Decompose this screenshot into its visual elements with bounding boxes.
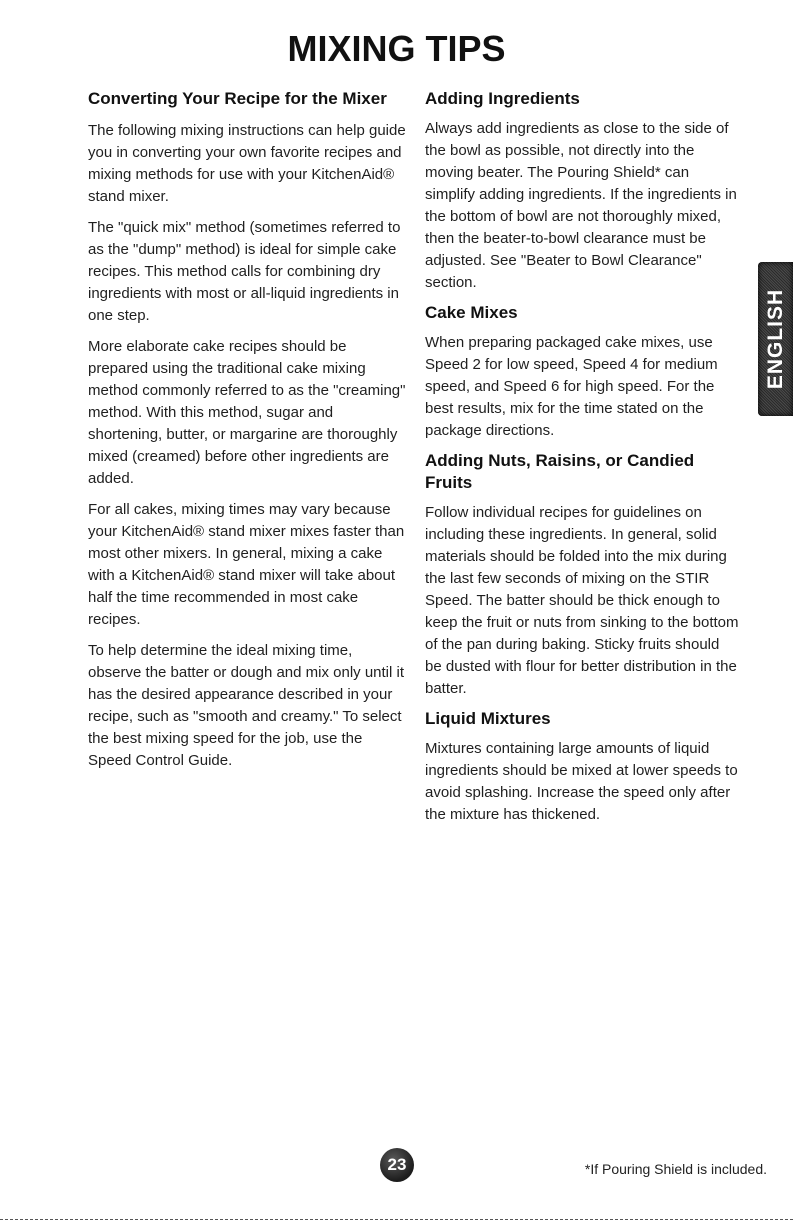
- paragraph: Mixtures containing large amounts of liquid ingredients should be mixed at lower speeds to avoid splashing. Increase the speed only after the mixture has thickened.: [425, 740, 738, 823]
- paragraph: Follow individual recipes for guidelines on including these ingredients. In general, solid materials should be folded into the mix during the last few seconds of mixing on the STIR Speed. The batter should be thick enough to keep the fruit or nuts from sinking to the bottom of the pan during baking. Sticky fruits should be dusted with flour for better distribution in the batter.: [425, 504, 739, 697]
- language-tab: [758, 262, 793, 416]
- paragraph: For all cakes, mixing times may vary because your KitchenAid® stand mixer mixes faster than most other mixers. In general, mixing a cake with a KitchenAid® stand mixer will take about half the time recommended in most cake recipes.: [88, 501, 405, 628]
- footnote: *If Pouring Shield is included.: [584, 1161, 767, 1177]
- right-column: [425, 88, 740, 834]
- paragraph: Always add ingredients as close to the side of the bowl as possible, not directly into the moving beater. The Pouring Shield* can simplify adding ingredients. If the ingredients in the bottom of bowl are not thoroughly mixed, then the beater-to-bowl clearance must be adjusted. See "Beater to Bowl Clearance" section.: [425, 120, 737, 291]
- language-tab-label: ENGLISH: [763, 288, 787, 390]
- paragraph: More elaborate cake recipes should be prepared using the traditional cake mixing method commonly referred to as the "creaming" method. With this method, sugar and shortening, butter, or margarine are thoroughly mixed (creamed) before other ingredients are added.: [88, 338, 406, 487]
- section-heading-converting-recipe: Converting Your Recipe for the Mixer: [88, 89, 387, 108]
- paragraph: When preparing packaged cake mixes, use Speed 2 for low speed, Speed 4 for medium speed, and Speed 6 for high speed. For the best results, mix for the time stated on the package directions.: [425, 334, 718, 439]
- paragraph: The "quick mix" method (sometimes referred to as the "dump" method) is ideal for simple cake recipes. This method calls for combining dry ingredients with most or all-liquid ingredients in one step.: [88, 219, 401, 324]
- bottom-divider: [0, 1219, 793, 1220]
- section-heading-adding-ingredients: Adding Ingredients: [425, 89, 580, 108]
- paragraph: To help determine the ideal mixing time, observe the batter or dough and mix only until it has the desired appearance described in your recipe, such as "smooth and creamy." To select the best mixing speed for the job, use the Speed Control Guide.: [88, 642, 405, 769]
- section-heading-nuts-raisins: Adding Nuts, Raisins, or Candied Fruits: [425, 451, 695, 492]
- page-title: MIXING TIPS: [287, 28, 506, 69]
- section-heading-liquid-mixtures: Liquid Mixtures: [425, 709, 551, 728]
- paragraph: The following mixing instructions can help guide you in converting your own favorite recipes and mixing methods for use with your KitchenAid® stand mixer.: [88, 122, 406, 205]
- page-number-badge: 23: [380, 1148, 414, 1182]
- section-heading-cake-mixes: Cake Mixes: [425, 303, 518, 322]
- left-column: [88, 88, 406, 781]
